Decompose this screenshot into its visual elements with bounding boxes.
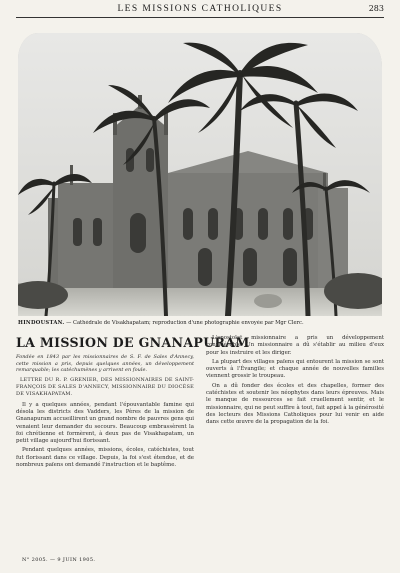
header-divider: [16, 17, 384, 18]
article-intro: Fondée en 1843 par les missionnaires de S. F. de Sales d'Annecy, cette mission a pris, depuis quelques années, un développement remarquable; les catéchumènes y arrivent en foule.: [16, 354, 194, 374]
paragraph: L'apostolat missionnaire a pris un développement considérable. Un missionnaire a dû s'établir au milieu d'eux pour les instruire et les diriger.: [206, 335, 384, 356]
cathedral-photo: [18, 33, 382, 316]
issue-footer: N° 2005. — 9 JUIN 1905.: [22, 557, 96, 563]
journal-title: LES MISSIONS CATHOLIQUES: [117, 4, 283, 14]
cathedral-illustration: [18, 33, 382, 316]
right-column: [206, 335, 384, 429]
page-number: 283: [368, 4, 384, 13]
paragraph: La plupart des villages païens qui entourent la mission se sont ouverts à l'Évangile; et chaque année de nouvelles familles viennent grossir le troupeau.: [206, 358, 384, 380]
letter-heading: LETTRE DU R. P. GRENIER, DES MISSIONNAIRES DE SAINT-FRANÇOIS DE SALES D'ANNECY, MISSIONNAIRE DU DIOCÈSE DE VISAKHAPATAM.: [16, 376, 194, 398]
caption-text: — Cathédrale de Visakhapatam; reproduction d'une photographie envoyée par Mgr Clerc.: [66, 320, 304, 326]
left-column: [16, 354, 194, 471]
caption-location: HINDOUSTAN.: [18, 320, 65, 326]
page-header: [16, 4, 384, 18]
paragraph: On a dû fonder des écoles et des chapelles, former des catéchistes et soutenir les néophytes dans leurs épreuves. Mais le manque de ressources se fait cruellement sentir, et le missionnaire, qui ne peut suffire à tout, fait appel à la générosité des lecteurs des Missions Catholiques pour lui venir en aide dans cette œuvre de la propagation de la foi.: [206, 382, 384, 426]
photo-caption: [18, 320, 382, 327]
paragraph: Il y a quelques années, pendant l'épouvantable famine qui désola les districts des Vadders, les Pères de la mission de Gnanapuram accueillirent un grand nombre de pauvres gens qui venaient leur demander du secours. Beaucoup embrassèrent la foi chrétienne et formèrent, à deux pas de Visakhapatam, un petit village aujourd'hui florissant.: [16, 401, 194, 445]
paragraph: Pendant quelques années, missions, écoles, catéchistes, tout fut florissant dans ce village. Depuis, la foi s'est étendue, et de nombreux païens ont demandé l'instruction et le baptême.: [16, 447, 194, 469]
article-title: LA MISSION DE GNANAPURAM: [16, 335, 250, 350]
